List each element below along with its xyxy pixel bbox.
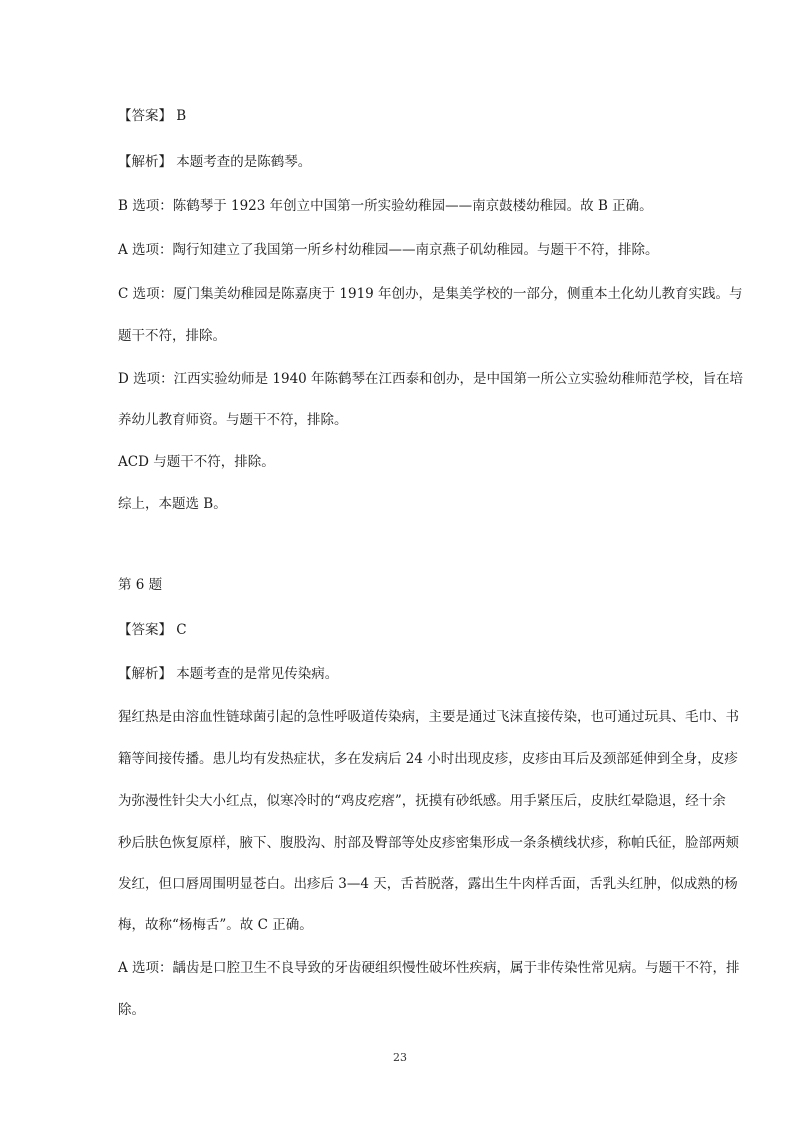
text-line: 秒后肤色恢复原样，腋下、腹股沟、肘部及臀部等处皮疹密集形成一条条横线状疹，称帕氏征，脸部两颊 xyxy=(118,835,739,851)
text-line: 除。 xyxy=(118,1002,145,1018)
text-line: A 选项：龋齿是口腔卫生不良导致的牙齿硬组织慢性破坏性疾病，属于非传染性常见病。与题干不符，排 xyxy=(118,960,740,976)
text-line: 综上，本题选 B。 xyxy=(118,496,227,512)
text-line: A 选项：陶行知建立了我国第一所乡村幼稚园——南京燕子矶幼稚园。与题干不符，排除。 xyxy=(118,242,659,258)
text-line: 【解析】 本题考查的是陈鹤琴。 xyxy=(118,154,312,170)
text-line: 为弥漫性针尖大小红点，似寒冷时的“鸡皮疙瘩”，抚摸有砂纸感。用手紧压后，皮肤红晕隐退，经十余 xyxy=(118,793,726,809)
text-line: C 选项：厦门集美幼稚园是陈嘉庚于 1919 年创办，是集美学校的一部分，侧重本土化幼儿教育实践。与 xyxy=(118,286,743,302)
text-line: ACD 与题干不符，排除。 xyxy=(118,454,275,470)
text-line: 梅，故称“杨梅舌”。故 C 正确。 xyxy=(118,917,313,933)
text-line: 【解析】 本题考查的是常见传染病。 xyxy=(118,666,339,682)
text-line: B 选项：陈鹤琴于 1923 年创立中国第一所实验幼稚园——南京鼓楼幼稚园。故 B 正确。 xyxy=(118,198,653,214)
text-line: 养幼儿教育师资。与题干不符，排除。 xyxy=(118,412,348,428)
text-line: D 选项：江西实验幼师是 1940 年陈鹤琴在江西泰和创办，是中国第一所公立实验幼稚师范学校，旨在培 xyxy=(118,371,744,387)
text-line: 【答案】 B xyxy=(118,108,187,124)
text-line: 发红，但口唇周围明显苍白。出疹后 3—4 天，舌苔脱落，露出生牛肉样舌面，舌乳头红肿，似成熟的杨 xyxy=(118,876,738,892)
text-line: 籍等间接传播。患儿均有发热症状，多在发病后 24 小时出现皮疹，皮疹由耳后及颈部延伸到全身，皮疹 xyxy=(118,751,738,767)
text-line: 题干不符，排除。 xyxy=(118,328,226,344)
page-number: 23 xyxy=(393,1051,407,1064)
text-line: 【答案】 C xyxy=(118,622,187,638)
text-line: 第 6 题 xyxy=(118,577,163,593)
text-line: 猩红热是由溶血性链球菌引起的急性呼吸道传染病，主要是通过飞沫直接传染，也可通过玩具、毛巾、书 xyxy=(118,709,739,725)
